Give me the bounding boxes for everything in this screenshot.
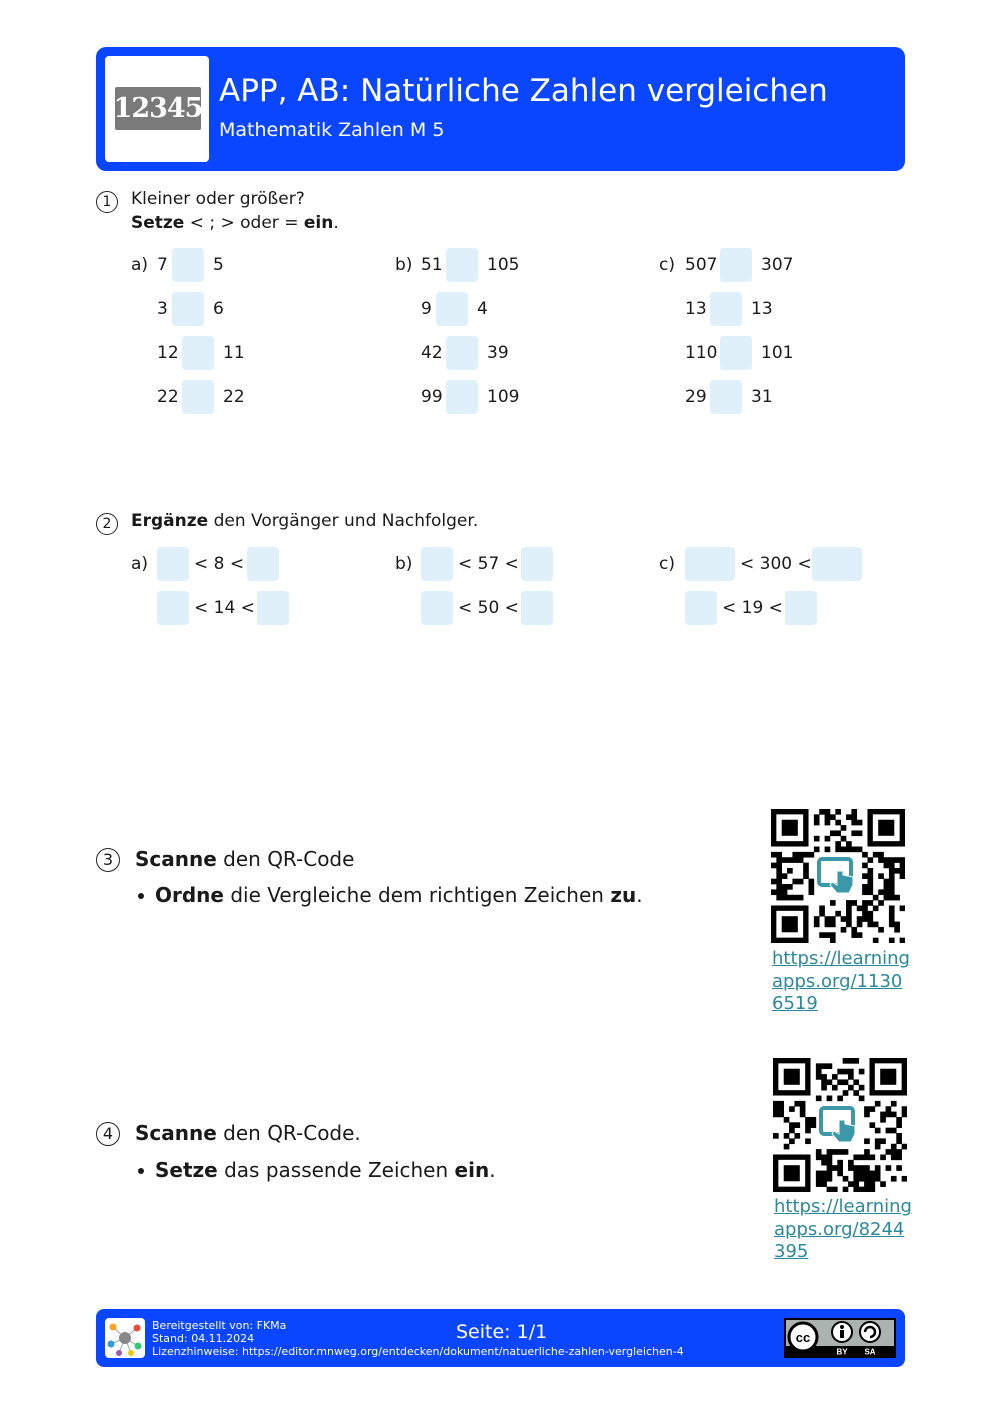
footer-license[interactable]: Lizenzhinweise: https://editor.mnweg.org/entdecken/dokument/natuerliche-zahlen-vergleichen-4 (152, 1345, 684, 1358)
task-1-column-label: b) (395, 255, 413, 275)
answer-box[interactable] (446, 248, 478, 282)
tablet-touch-icon (815, 854, 861, 898)
learningapps-link[interactable]: https://learningapps.org/11306519 (772, 948, 910, 1014)
compare-right-number: 6 (213, 299, 224, 319)
answer-box[interactable] (720, 248, 752, 282)
task-1-number: 1 (96, 191, 118, 213)
predecessor-box[interactable] (421, 547, 453, 581)
task-1-instruction-1: Kleiner oder größer? (131, 189, 305, 209)
successor-box[interactable] (247, 547, 279, 581)
logo-badge: 12345 (115, 87, 201, 130)
sequence-number: < 14 < (194, 598, 255, 618)
predecessor-box[interactable] (685, 591, 717, 625)
svg-text:cc: cc (795, 1330, 811, 1345)
task-4-number: 4 (96, 1122, 120, 1146)
page-footer (96, 1309, 905, 1367)
answer-box[interactable] (446, 336, 478, 370)
task-2-number: 2 (96, 513, 118, 535)
qr-code[interactable] (773, 1058, 907, 1192)
compare-left-number: 7 (157, 255, 168, 275)
compare-left-number: 3 (157, 299, 168, 319)
compare-left-number: 13 (685, 299, 707, 319)
compare-left-number: 29 (685, 387, 707, 407)
page-subtitle: Mathematik Zahlen M 5 (219, 119, 445, 141)
compare-left-number: 12 (157, 343, 179, 363)
task-1-column-label: a) (131, 255, 149, 275)
page-header (96, 47, 905, 171)
compare-right-number: 109 (487, 387, 520, 407)
compare-right-number: 101 (761, 343, 794, 363)
sequence-number: < 300 < (740, 554, 812, 574)
compare-right-number: 4 (477, 299, 488, 319)
task-2-column-label: a) (131, 554, 149, 574)
page-number: Seite: 1/1 (456, 1321, 548, 1343)
compare-left-number: 51 (421, 255, 443, 275)
tablet-touch-icon (817, 1103, 863, 1147)
compare-right-number: 22 (223, 387, 245, 407)
successor-box[interactable] (785, 591, 817, 625)
compare-right-number: 39 (487, 343, 509, 363)
sequence-number: < 57 < (458, 554, 519, 574)
answer-box[interactable] (446, 380, 478, 414)
task-2-column-label: c) (659, 554, 675, 574)
predecessor-box[interactable] (157, 547, 189, 581)
compare-left-number: 507 (685, 255, 718, 275)
compare-right-number: 11 (223, 343, 245, 363)
footer-date: Stand: 04.11.2024 (152, 1332, 255, 1345)
answer-box[interactable] (172, 248, 204, 282)
compare-right-number: 31 (751, 387, 773, 407)
compare-right-number: 13 (751, 299, 773, 319)
compare-left-number: 9 (421, 299, 432, 319)
sequence-number: < 19 < (722, 598, 783, 618)
answer-box[interactable] (182, 336, 214, 370)
answer-box[interactable] (710, 380, 742, 414)
task-4-bullet: Setze das passende Zeichen ein. (155, 1158, 496, 1182)
cc-license-icon[interactable] (784, 1318, 896, 1358)
bullet-icon (138, 1168, 144, 1174)
bullet-icon (138, 893, 144, 899)
task-2-instruction: Ergänze den Vorgänger und Nachfolger. (131, 511, 479, 531)
answer-box[interactable] (436, 292, 468, 326)
answer-box[interactable] (710, 292, 742, 326)
compare-right-number: 5 (213, 255, 224, 275)
compare-left-number: 110 (685, 343, 718, 363)
predecessor-box[interactable] (685, 547, 735, 581)
compare-left-number: 22 (157, 387, 179, 407)
task-4-instruction: Scanne den QR-Code. (135, 1121, 361, 1145)
logo-box (105, 56, 209, 162)
compare-right-number: 105 (487, 255, 520, 275)
qr-code[interactable] (771, 809, 905, 943)
task-3-number: 3 (96, 848, 120, 872)
svg-text:BY: BY (836, 1347, 848, 1356)
answer-box[interactable] (720, 336, 752, 370)
successor-box[interactable] (812, 547, 862, 581)
mnweg-logo-icon (105, 1318, 145, 1358)
page-title: APP, AB: Natürliche Zahlen vergleichen (219, 73, 828, 109)
footer-provided-by: Bereitgestellt von: FKMa (152, 1319, 287, 1332)
compare-right-number: 307 (761, 255, 794, 275)
task-2-column-label: b) (395, 554, 413, 574)
task-1-instruction-2: Setze < ; > oder = ein. (131, 213, 339, 233)
successor-box[interactable] (257, 591, 289, 625)
answer-box[interactable] (182, 380, 214, 414)
compare-left-number: 42 (421, 343, 443, 363)
task-3-instruction: Scanne den QR-Code (135, 847, 355, 871)
successor-box[interactable] (521, 591, 553, 625)
predecessor-box[interactable] (157, 591, 189, 625)
svg-text:SA: SA (864, 1347, 876, 1356)
successor-box[interactable] (521, 547, 553, 581)
compare-left-number: 99 (421, 387, 443, 407)
sequence-number: < 50 < (458, 598, 519, 618)
predecessor-box[interactable] (421, 591, 453, 625)
answer-box[interactable] (172, 292, 204, 326)
learningapps-link[interactable]: https://learningapps.org/8244395 (774, 1196, 912, 1262)
task-3-bullet: Ordne die Vergleiche dem richtigen Zeichen zu. (155, 883, 643, 907)
sequence-number: < 8 < (194, 554, 245, 574)
task-1-column-label: c) (659, 255, 675, 275)
